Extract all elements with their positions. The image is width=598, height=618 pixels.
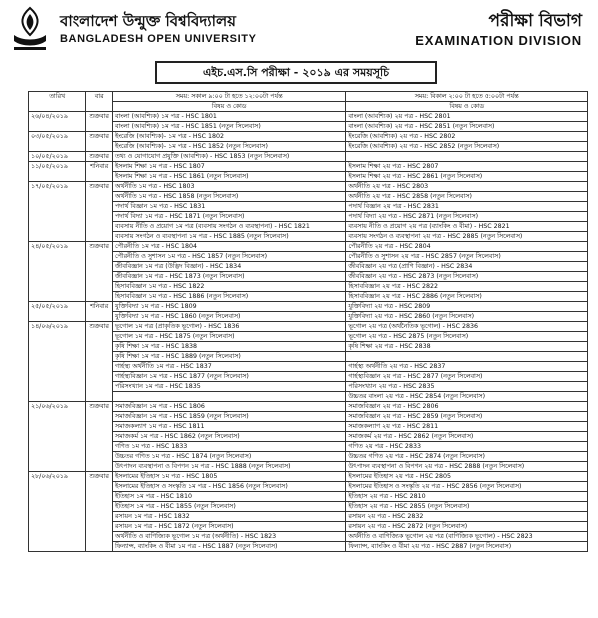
schedule-table-container — [28, 91, 588, 617]
table-row — [29, 352, 588, 362]
table-row — [29, 142, 588, 152]
evening-subject: পৌরনীতি ও সুশাসন ২য় পত্র - HSC 2857 (নতুন সিলেবাস) — [346, 252, 588, 262]
table-row — [29, 162, 588, 172]
evening-subject: অর্থনীতি ও বাণিজ্যিক ভূগোল ২য় পত্র (বাণিজ্যিক ভূগোল) - HSC 2823 — [346, 532, 588, 542]
header-morning-time: সময়: সকাল ৯:০০ টা হতে ১২:০০টা পর্যন্ত — [112, 92, 345, 102]
exam-day: শুক্রবার — [86, 322, 113, 402]
exam-day: শুক্রবার — [86, 472, 113, 552]
evening-subject: গার্হস্থ্যবিজ্ঞান ২য় পত্র - HSC 2877 (নতুন সিলেবাস) — [346, 372, 588, 382]
morning-subject: জীববিজ্ঞান ১ম পত্র (উদ্ভিদ বিজ্ঞান) - HSC 1834 — [112, 262, 345, 272]
morning-subject: গার্হস্থ্যবিজ্ঞান ১ম পত্র - HSC 1877 (নতুন সিলেবাস) — [112, 372, 345, 382]
evening-subject — [346, 152, 588, 162]
header-day: বার — [86, 92, 113, 112]
table-row — [29, 132, 588, 142]
exam-date: ২৫/০৫/২০১৯ — [29, 302, 86, 322]
evening-subject: ভূগোল ২য় পত্র (অর্থনৈতিক ভূগোল) - HSC 2836 — [346, 322, 588, 332]
morning-subject: কৃষি শিক্ষা ১ম পত্র - HSC 1838 — [112, 342, 345, 352]
morning-subject: ইতিহাস ১ম পত্র - HSC 1810 — [112, 492, 345, 502]
schedule-table — [28, 91, 588, 552]
evening-subject: সমাজবিজ্ঞান ২য় পত্র - HSC 2806 — [346, 402, 588, 412]
header-evening-time: সময়: বিকাল ২:০০ টা হতে ৫:০০টা পর্যন্ত — [346, 92, 588, 102]
evening-subject: উচ্চতর গণিত ২য় পত্র - HSC 2874 (নতুন সিলেবাস) — [346, 452, 588, 462]
table-row — [29, 512, 588, 522]
evening-subject: পদার্থ বিদ্যা ২য় পত্র - HSC 2871 (নতুন সিলেবাস) — [346, 212, 588, 222]
morning-subject: পরিসংখ্যান ১ম পত্র - HSC 1835 — [112, 382, 345, 392]
table-row — [29, 122, 588, 132]
morning-subject: ইসলাম শিক্ষা ১ম পত্র - HSC 1861 (নতুন সিলেবাস) — [112, 172, 345, 182]
morning-subject: উৎপাদন ব্যবস্থাপনা ও বিপণন ১ম পত্র - HSC 1888 (নতুন সিলেবাস) — [112, 462, 345, 472]
table-row — [29, 432, 588, 442]
morning-subject: হিসাববিজ্ঞান ১ম পত্র - HSC 1822 — [112, 282, 345, 292]
evening-subject: অর্থনীতি ২য় পত্র - HSC 2803 — [346, 182, 588, 192]
morning-subject: অর্থনীতি ও বাণিজ্যিক ভূগোল ১ম পত্র (অর্থনীতি) - HSC 1823 — [112, 532, 345, 542]
table-row — [29, 322, 588, 332]
exam-date: ১৪/০৬/২০১৯ — [29, 322, 86, 402]
morning-subject: ফিন্যান্স, ব্যাংকিং ও বীমা ১ম পত্র - HSC 1887 (নতুন সিলেবাস) — [112, 542, 345, 552]
evening-subject: ইসলামের ইতিহাস ২য় পত্র - HSC 2805 — [346, 472, 588, 482]
table-row — [29, 532, 588, 542]
morning-subject: সমাজকর্ম ১ম পত্র - HSC 1862 (নতুন সিলেবাস) — [112, 432, 345, 442]
evening-subject: বাংলা (আবশ্যিক) ২য় পত্র - HSC 2851 (নতুন সিলেবাস) — [346, 122, 588, 132]
table-row — [29, 462, 588, 472]
exam-day: শুক্রবার — [86, 242, 113, 302]
table-row — [29, 292, 588, 302]
evening-subject: অর্থনীতি ২য় পত্র - HSC 2858 (নতুন সিলেবাস) — [346, 192, 588, 202]
schedule-table-body — [29, 112, 588, 552]
morning-subject: সমাজবিজ্ঞান ১ম পত্র - HSC 1859 (নতুন সিলেবাস) — [112, 412, 345, 422]
table-row — [29, 232, 588, 242]
exam-day: শুক্রবার — [86, 182, 113, 242]
evening-subject: ভূগোল ২য় পত্র - HSC 2875 (নতুন সিলেবাস) — [346, 332, 588, 342]
table-row — [29, 392, 588, 402]
table-row — [29, 272, 588, 282]
exam-date: ২৪/০৫/২০১৯ — [29, 242, 86, 302]
evening-subject: বাংলা (আবশ্যিক) ২য় পত্র - HSC 2801 — [346, 112, 588, 122]
table-row — [29, 262, 588, 272]
evening-subject: রসায়ন ২য় পত্র - HSC 2872 (নতুন সিলেবাস) — [346, 522, 588, 532]
table-row — [29, 442, 588, 452]
morning-subject: গার্হস্থ্য অর্থনীতি ১ম পত্র - HSC 1837 — [112, 362, 345, 372]
evening-subject: জীববিজ্ঞান ২য় পত্র - HSC 2873 (নতুন সিলেবাস) — [346, 272, 588, 282]
evening-subject: সমাজকর্ম ২য় পত্র - HSC 2862 (নতুন সিলেবাস) — [346, 432, 588, 442]
table-row — [29, 282, 588, 292]
evening-subject: কৃষি শিক্ষা ২য় পত্র - HSC 2838 — [346, 342, 588, 352]
header-date: তারিখ — [29, 92, 86, 112]
table-row — [29, 382, 588, 392]
morning-subject: ভূগোল ১ম পত্র - HSC 1875 (নতুন সিলেবাস) — [112, 332, 345, 342]
morning-subject: ইংরেজি (আবশ্যিক)- ১ম পত্র - HSC 1802 — [112, 132, 345, 142]
morning-subject: যুক্তিবিদ্যা ১ম পত্র - HSC 1809 — [112, 302, 345, 312]
table-row — [29, 212, 588, 222]
exam-date: ১৭/০৫/২০১৯ — [29, 182, 86, 242]
evening-subject: হিসাববিজ্ঞান ২য় পত্র - HSC 2822 — [346, 282, 588, 292]
evening-subject: ইসলাম শিক্ষা ২য় পত্র - HSC 2861 (নতুন সিলেবাস) — [346, 172, 588, 182]
university-name-en: BANGLADESH OPEN UNIVERSITY — [60, 33, 257, 45]
table-row — [29, 372, 588, 382]
morning-subject: পদার্থ বিদ্যা ১ম পত্র - HSC 1871 (নতুন সিলেবাস) — [112, 212, 345, 222]
table-row — [29, 412, 588, 422]
table-row — [29, 182, 588, 192]
evening-subject: ইংরেজি (আবশ্যিক) ২য় পত্র - HSC 2852 (নতুন সিলেবাস) — [346, 142, 588, 152]
morning-subject: গণিত ১ম পত্র - HSC 1833 — [112, 442, 345, 452]
evening-subject: ইতিহাস ২য় পত্র - HSC 2810 — [346, 492, 588, 502]
exam-date: ০৩/০৫/২০১৯ — [29, 132, 86, 152]
morning-subject: সমাজকল্যাণ ১ম পত্র - HSC 1811 — [112, 422, 345, 432]
morning-subject — [112, 392, 345, 402]
table-row — [29, 312, 588, 322]
evening-subject — [346, 352, 588, 362]
evening-subject: রসায়ন ২য় পত্র - HSC 2832 — [346, 512, 588, 522]
morning-subject: রসায়ন ১ম পত্র - HSC 1872 (নতুন সিলেবাস) — [112, 522, 345, 532]
exam-date: ২১/০৬/২০১৯ — [29, 402, 86, 472]
table-row — [29, 242, 588, 252]
table-row — [29, 112, 588, 122]
table-row — [29, 452, 588, 462]
schedule-title: এইচ.এস.সি পরীক্ষা - ২০১৯ এর সময়সূচি — [155, 61, 437, 84]
university-name-bn: বাংলাদেশ উন্মুক্ত বিশ্ববিদ্যালয় — [60, 12, 236, 30]
table-row — [29, 542, 588, 552]
morning-subject: ইসলাম শিক্ষা ১ম পত্র - HSC 1807 — [112, 162, 345, 172]
morning-subject: তথ্য ও যোগাযোগ প্রযুক্তি (আবশ্যিক) - HSC 1853 (নতুন সিলেবাস) — [112, 152, 345, 162]
header-evening-subject: বিষয় ও কোড — [346, 102, 588, 112]
evening-subject: পদার্থ বিজ্ঞান ২য় পত্র - HSC 2831 — [346, 202, 588, 212]
morning-subject: অর্থনীতি ১ম পত্র - HSC 1858 (নতুন সিলেবাস) — [112, 192, 345, 202]
table-row — [29, 172, 588, 182]
table-header-row — [29, 92, 588, 102]
morning-subject: কৃষি শিক্ষা ১ম পত্র - HSC 1889 (নতুন সিলেবাস) — [112, 352, 345, 362]
table-subheader-row — [29, 102, 588, 112]
morning-subject: ইসলামের ইতিহাস ১ম পত্র - HSC 1805 — [112, 472, 345, 482]
exam-day: শুক্রবার — [86, 112, 113, 132]
exam-date: ১১/০৫/২০১৯ — [29, 162, 86, 182]
page-header — [0, 0, 598, 60]
morning-subject: জীববিজ্ঞান ১ম পত্র - HSC 1873 (নতুন সিলেবাস) — [112, 272, 345, 282]
evening-subject: গার্হস্থ্য অর্থনীতি ২য় পত্র - HSC 2837 — [346, 362, 588, 372]
evening-subject: পৌরনীতি ২য় পত্র - HSC 2804 — [346, 242, 588, 252]
table-row — [29, 152, 588, 162]
morning-subject: ইতিহাস ১ম পত্র - HSC 1855 (নতুন সিলেবাস) — [112, 502, 345, 512]
morning-subject: রসায়ন ১ম পত্র - HSC 1832 — [112, 512, 345, 522]
table-row — [29, 402, 588, 412]
morning-subject: হিসাববিজ্ঞান ১ম পত্র - HSC 1886 (নতুন সিলেবাস) — [112, 292, 345, 302]
morning-subject: পৌরনীতি ও সুশাসন ১ম পত্র - HSC 1857 (নতুন সিলেবাস) — [112, 252, 345, 262]
morning-subject: বাংলা (আবশ্যিক) ১ম পত্র - HSC 1801 — [112, 112, 345, 122]
exam-day: শুক্রবার — [86, 132, 113, 152]
division-name-en: EXAMINATION DIVISION — [415, 33, 582, 48]
exam-date: ২৮/০৬/২০১৯ — [29, 472, 86, 552]
morning-subject: উচ্চতর গণিত ১ম পত্র - HSC 1874 (নতুন সিলেবাস) — [112, 452, 345, 462]
morning-subject: ব্যবসায় সংগঠন ও ব্যবস্থাপনা ১ম পত্র - HSC 1885 (নতুন সিলেবাস) — [112, 232, 345, 242]
evening-subject: ইসলাম শিক্ষা ২য় পত্র - HSC 2807 — [346, 162, 588, 172]
morning-subject: যুক্তিবিদ্যা ১ম পত্র - HSC 1860 (নতুন সিলেবাস) — [112, 312, 345, 322]
evening-subject: ফিন্যান্স, ব্যাংকিং ও বীমা ২য় পত্র - HSC 2887 (নতুন সিলেবাস) — [346, 542, 588, 552]
evening-subject: যুক্তিবিদ্যা ২য় পত্র - HSC 2809 — [346, 302, 588, 312]
table-row — [29, 472, 588, 482]
exam-day: শনিবার — [86, 162, 113, 182]
morning-subject: ইসলামের ইতিহাস ও সংস্কৃতি ১ম পত্র - HSC 1856 (নতুন সিলেবাস) — [112, 482, 345, 492]
table-row — [29, 202, 588, 212]
table-row — [29, 522, 588, 532]
evening-subject: হিসাববিজ্ঞান ২য় পত্র - HSC 2886 (নতুন সিলেবাস) — [346, 292, 588, 302]
exam-day: শনিবার — [86, 302, 113, 322]
exam-day: শুক্রবার — [86, 402, 113, 472]
table-row — [29, 342, 588, 352]
table-row — [29, 502, 588, 512]
evening-subject: গণিত ২য় পত্র - HSC 2833 — [346, 442, 588, 452]
division-name-bn: পরীক্ষা বিভাগ — [488, 11, 582, 31]
evening-subject: যুক্তিবিদ্যা ২য় পত্র - HSC 2860 (নতুন সিলেবাস) — [346, 312, 588, 322]
evening-subject: জীববিজ্ঞান ২য় পত্র (প্রাণি বিজ্ঞান) - HSC 2834 — [346, 262, 588, 272]
table-row — [29, 422, 588, 432]
table-row — [29, 192, 588, 202]
table-row — [29, 252, 588, 262]
table-row — [29, 482, 588, 492]
university-seal-icon — [8, 5, 52, 53]
morning-subject: ইংরেজি (আবশ্যিক)- ১ম পত্র - HSC 1852 (নতুন সিলেবাস) — [112, 142, 345, 152]
morning-subject: ভূগোল ১ম পত্র (প্রাকৃতিক ভূগোল) - HSC 1836 — [112, 322, 345, 332]
table-row — [29, 332, 588, 342]
header-morning-subject: বিষয় ও কোড — [112, 102, 345, 112]
evening-subject: ইতিহাস ২য় পত্র - HSC 2855 (নতুন সিলেবাস) — [346, 502, 588, 512]
morning-subject: পদার্থ বিজ্ঞান ১ম পত্র - HSC 1831 — [112, 202, 345, 212]
exam-date: ২৬/০৪/২০১৯ — [29, 112, 86, 132]
table-row — [29, 222, 588, 232]
morning-subject: পৌরনীতি ১ম পত্র - HSC 1804 — [112, 242, 345, 252]
evening-subject: সমাজকল্যাণ ২য় পত্র - HSC 2811 — [346, 422, 588, 432]
morning-subject: ব্যবসায় নীতি ও প্রয়োগ ১ম পত্র (ব্যবসায় সংগঠন ও ব্যবস্থাপনা) - HSC 1821 — [112, 222, 345, 232]
evening-subject: ইংরেজি (আবশ্যিক) ২য় পত্র - HSC 2802 — [346, 132, 588, 142]
evening-subject: ব্যবসায় সংগঠন ও ব্যবস্থাপনা ২য় পত্র - HSC 2885 (নতুন সিলেবাস) — [346, 232, 588, 242]
evening-subject: উচ্চতর বাংলা ২য় পত্র - HSC 2854 (নতুন সিলেবাস) — [346, 392, 588, 402]
evening-subject: উৎপাদন ব্যবস্থাপনা ও বিপণন ২য় পত্র - HSC 2888 (নতুন সিলেবাস) — [346, 462, 588, 472]
exam-day: শুক্রবার — [86, 152, 113, 162]
morning-subject: সমাজবিজ্ঞান ১ম পত্র - HSC 1806 — [112, 402, 345, 412]
table-row — [29, 302, 588, 312]
evening-subject: ব্যবসায় নীতি ও প্রয়োগ ২য় পত্র (ব্যাংকিং ও বীমা) - HSC 2821 — [346, 222, 588, 232]
evening-subject: পরিসংখ্যান ২য় পত্র - HSC 2835 — [346, 382, 588, 392]
evening-subject: সমাজবিজ্ঞান ২য় পত্র - HSC 2859 (নতুন সিলেবাস) — [346, 412, 588, 422]
morning-subject: বাংলা (আবশ্যিক) ১ম পত্র - HSC 1851 (নতুন সিলেবাস) — [112, 122, 345, 132]
morning-subject: অর্থনীতি ১ম পত্র - HSC 1803 — [112, 182, 345, 192]
evening-subject: ইসলামের ইতিহাস ও সংস্কৃতি ২য় পত্র - HSC 2856 (নতুন সিলেবাস) — [346, 482, 588, 492]
table-row — [29, 362, 588, 372]
exam-date: ১০/০৫/২০১৯ — [29, 152, 86, 162]
table-row — [29, 492, 588, 502]
